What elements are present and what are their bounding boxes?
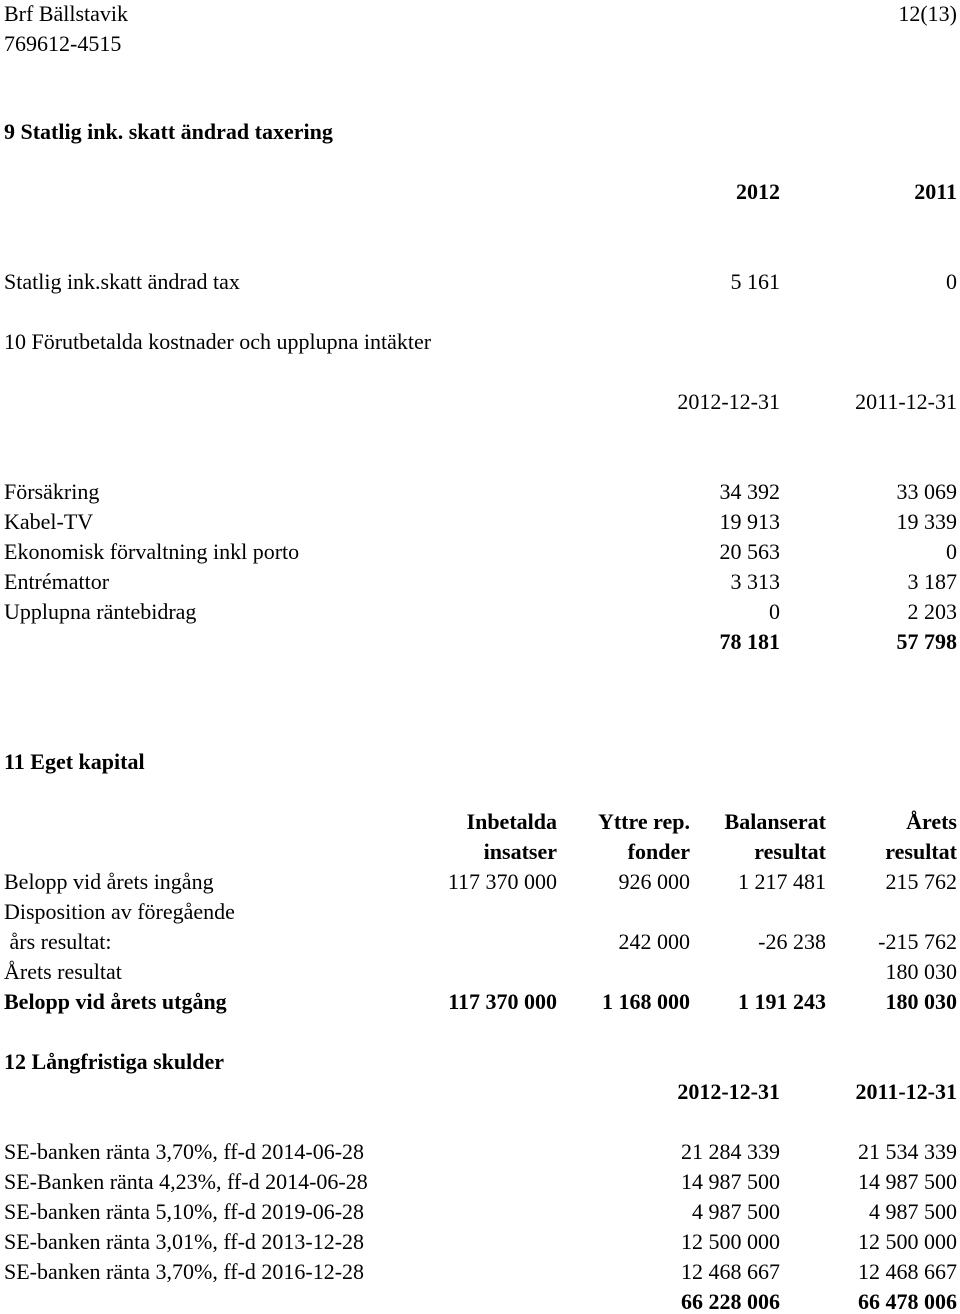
- note10-row-label: Entrémattor: [4, 569, 110, 594]
- note12-row-value-1: 14 987 500: [681, 1169, 780, 1194]
- note10-row-label: Kabel-TV: [4, 509, 94, 534]
- note10-row-value-1: 0: [769, 599, 780, 624]
- note12-row-value-2: 14 987 500: [858, 1169, 957, 1194]
- note12-title: 12 Långfristiga skulder: [4, 1049, 225, 1074]
- note12-row-label: SE-banken ränta 3,70%, ff-d 2016-12-28: [4, 1259, 365, 1284]
- note10-row-value-1: 3 313: [730, 569, 780, 594]
- note11-cell-balanserat: 1 217 481: [738, 869, 826, 894]
- note10-row-value-2: 33 069: [896, 479, 957, 504]
- org-name: Brf Bällstavik: [4, 1, 129, 26]
- note12-row-value-2: 4 987 500: [869, 1199, 957, 1224]
- note12-row-label: SE-banken ränta 5,10%, ff-d 2019-06-28: [4, 1199, 365, 1224]
- note10-row-value-2: 3 187: [907, 569, 957, 594]
- note11-title: 11 Eget kapital: [4, 749, 145, 774]
- note12-row-value-1: 4 987 500: [692, 1199, 780, 1224]
- note10-row-value-1: 19 913: [719, 509, 780, 534]
- note12-row-value-2: 21 534 339: [858, 1139, 957, 1164]
- note12-col-header-1: 2012-12-31: [677, 1079, 780, 1104]
- note10-total-1: 78 181: [719, 629, 780, 654]
- note12-row-label: SE-banken ränta 3,01%, ff-d 2013-12-28: [4, 1229, 365, 1254]
- note12-row-label: SE-banken ränta 3,70%, ff-d 2014-06-28: [4, 1139, 365, 1164]
- org-number: 769612-4515: [4, 31, 122, 56]
- note12-col-header-2: 2011-12-31: [855, 1079, 957, 1104]
- note11-row-label: års resultat:: [4, 929, 112, 954]
- note11-total-arets: 180 030: [885, 989, 957, 1014]
- note11-cell-balanserat: -26 238: [758, 929, 826, 954]
- note10-row-value-2: 2 203: [907, 599, 957, 624]
- note12-total-1: 66 228 006: [681, 1289, 780, 1314]
- note10-row-label: Upplupna räntebidrag: [4, 599, 197, 624]
- note10-row-label: Försäkring: [4, 479, 100, 504]
- note11-total-insatser: 117 370 000: [448, 989, 557, 1014]
- note11-total-label: Belopp vid årets utgång: [4, 989, 227, 1014]
- note11-cell-insatser: 117 370 000: [447, 869, 557, 894]
- note10-row-value-1: 20 563: [719, 539, 780, 564]
- note10-row-value-1: 34 392: [719, 479, 780, 504]
- note11-col-header-arets-line2: resultat: [885, 839, 957, 864]
- note11-col-header-insatser-line2: insatser: [483, 839, 557, 864]
- note11-col-header-fonder: Yttre rep.: [597, 809, 690, 834]
- note11-col-header-fonder-line2: fonder: [627, 839, 690, 864]
- note11-total-balanserat: 1 191 243: [738, 989, 826, 1014]
- note10-col-header-1: 2012-12-31: [677, 389, 780, 414]
- note11-cell-fonder: 926 000: [618, 869, 690, 894]
- note12-row-value-1: 12 468 667: [681, 1259, 780, 1284]
- note11-cell-fonder: 242 000: [618, 929, 690, 954]
- note11-cell-arets: 180 030: [885, 959, 957, 984]
- note12-total-2: 66 478 006: [858, 1289, 957, 1314]
- note10-row-value-2: 19 339: [896, 509, 957, 534]
- note11-total-fonder: 1 168 000: [602, 989, 690, 1014]
- note11-row-label: Disposition av föregående: [4, 899, 235, 924]
- note12-row-value-2: 12 468 667: [858, 1259, 957, 1284]
- note10-col-header-2: 2011-12-31: [855, 389, 957, 414]
- note10-total-2: 57 798: [896, 629, 957, 654]
- note11-col-header-balanserat: Balanserat: [724, 809, 826, 834]
- note12-row-label: SE-Banken ränta 4,23%, ff-d 2014-06-28: [4, 1169, 368, 1194]
- note11-cell-arets: -215 762: [878, 929, 957, 954]
- note11-col-header-insatser: Inbetalda: [466, 809, 557, 834]
- note9-row-value-2012: 5 161: [730, 269, 780, 294]
- page-number: 12(13): [898, 1, 957, 26]
- note11-col-header-balanserat-line2: resultat: [754, 839, 826, 864]
- note12-row-value-1: 21 284 339: [681, 1139, 780, 1164]
- note10-row-value-2: 0: [946, 539, 957, 564]
- note11-cell-arets: 215 762: [885, 869, 957, 894]
- note10-row-label: Ekonomisk förvaltning inkl porto: [4, 539, 300, 564]
- note12-row-value-1: 12 500 000: [681, 1229, 780, 1254]
- note9-title: 9 Statlig ink. skatt ändrad taxering: [4, 119, 333, 144]
- note11-row-label: Årets resultat: [4, 959, 122, 984]
- note9-col-header-2012: 2012: [736, 179, 780, 204]
- note12-row-value-2: 12 500 000: [858, 1229, 957, 1254]
- note9-row-value-2011: 0: [946, 269, 957, 294]
- note10-title: 10 Förutbetalda kostnader och upplupna intäkter: [4, 329, 432, 354]
- note11-row-label: Belopp vid årets ingång: [4, 869, 214, 894]
- note9-row-label: Statlig ink.skatt ändrad tax: [4, 269, 240, 294]
- note9-col-header-2011: 2011: [914, 179, 957, 204]
- note11-col-header-arets: Årets: [906, 809, 957, 834]
